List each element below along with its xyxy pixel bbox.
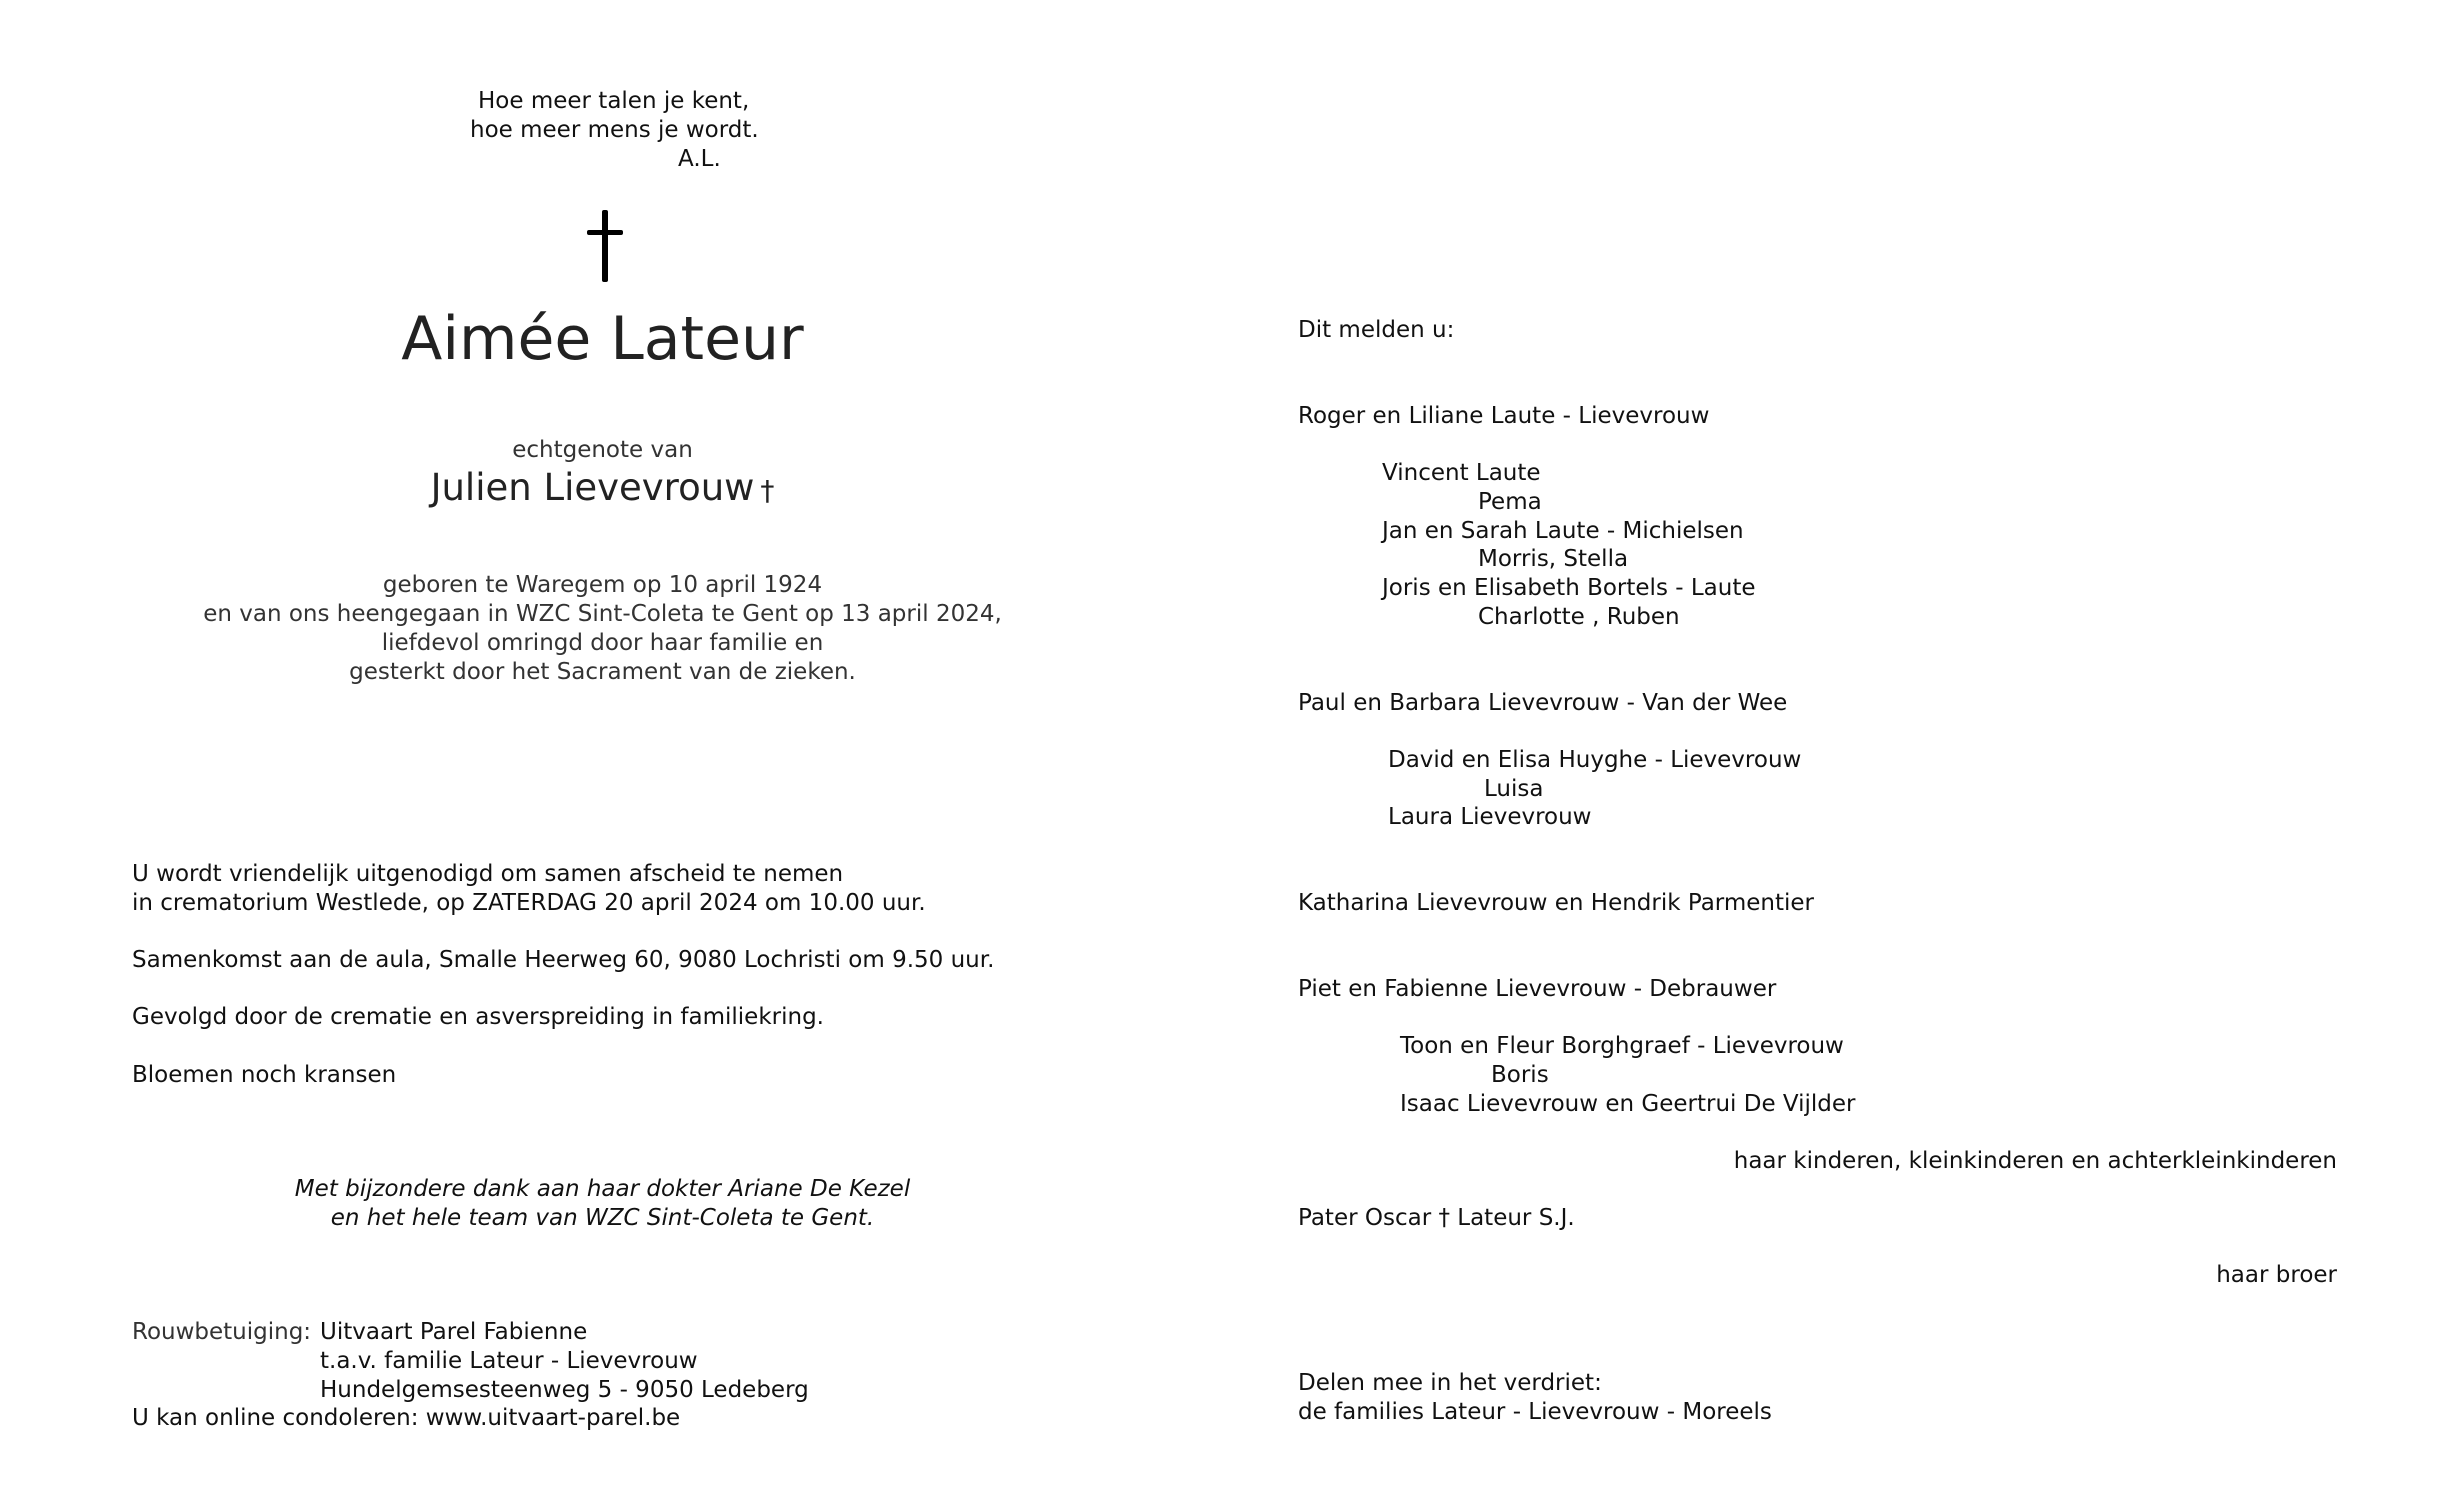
condolence-label: Rouwbetuiging: (132, 1319, 312, 1345)
birth-line: geboren te Waregem op 10 april 1924 (382, 572, 823, 598)
family-4-grandchild-1: Boris (1491, 1062, 1549, 1088)
birth-death-block (130, 571, 1075, 687)
latin-cross-icon (583, 210, 627, 284)
deceased-name: Aimée Lateur (401, 304, 804, 374)
announcement-intro: Dit melden u: (1298, 317, 1455, 343)
opening-quote (0, 87, 1100, 177)
brother-line: Pater Oscar † Lateur S.J. (1298, 1205, 1575, 1231)
sharing-line-1: Delen mee in het verdriet: (1298, 1370, 1602, 1396)
cremation-line: Gevolgd door de crematie en asverspreiding in familiekring. (132, 1004, 824, 1030)
family-2-parents: Paul en Barbara Lievevrouw - Van der Wee (1298, 690, 1788, 716)
quote-author: A.L. (678, 146, 721, 172)
condolence-block (132, 1318, 1032, 1438)
spouse-name: Julien Lievevrouw (430, 466, 755, 509)
online-condolence: U kan online condoleren: www.uitvaart-parel.be (132, 1405, 681, 1431)
thanks-line-1: Met bijzondere dank aan haar dokter Ariane De Kezel (294, 1176, 911, 1202)
family-1-child-2: Jan en Sarah Laute - Michielsen (1382, 518, 1744, 544)
relation-brother: haar broer (2216, 1262, 2337, 1288)
funeral-home-attention: t.a.v. familie Lateur - Lievevrouw (320, 1348, 698, 1374)
spouse-label: echtgenote van (512, 437, 693, 463)
spouse-name-line (130, 465, 1075, 514)
sacrament-line: gesterkt door het Sacrament van de zieken. (349, 659, 856, 685)
funeral-home-address: Hundelgemsesteenweg 5 - 9050 Ledeberg (320, 1377, 809, 1403)
family-1-parents: Roger en Liliane Laute - Lievevrouw (1298, 403, 1710, 429)
invite-line-2: in crematorium Westlede, op ZATERDAG 20 april 2024 om 10.00 uur. (132, 890, 926, 916)
family-1-child-1: Vincent Laute (1382, 460, 1541, 486)
quote-line-2: hoe meer mens je wordt. (470, 117, 759, 143)
family-4-child-1: Toon en Fleur Borghgraef - Lievevrouw (1400, 1033, 1844, 1059)
invite-line-1: U wordt vriendelijk uitgenodigd om samen afscheid te nemen (132, 861, 844, 887)
family-4-parents: Piet en Fabienne Lievevrouw - Debrauwer (1298, 976, 1777, 1002)
family-2-child-1: David en Elisa Huyghe - Lievevrouw (1388, 747, 1802, 773)
quote-line-1: Hoe meer talen je kent, (478, 88, 750, 114)
death-line: en van ons heengegaan in WZC Sint-Coleta te Gent op 13 april 2024, (203, 601, 1002, 627)
family-1-child-3: Joris en Elisabeth Bortels - Laute (1382, 575, 1756, 601)
family-1-grandchild-3: Charlotte , Ruben (1478, 604, 1680, 630)
family-4-child-2: Isaac Lievevrouw en Geertrui De Vijlder (1400, 1091, 1856, 1117)
funeral-home-name: Uitvaart Parel Fabienne (320, 1319, 588, 1345)
family-1-grandchild-2: Morris, Stella (1478, 546, 1629, 572)
thanks-block (130, 1175, 1075, 1233)
sharing-line-2: de families Lateur - Lievevrouw - Moreels (1298, 1399, 1772, 1425)
thanks-line-2: en het hele team van WZC Sint-Coleta te Gent. (330, 1205, 875, 1231)
family-2-grandchild-1: Luisa (1484, 776, 1544, 802)
relation-children: haar kinderen, kleinkinderen en achterkleinkinderen (1733, 1148, 2337, 1174)
dagger-mark: † (760, 474, 775, 507)
family-3-parents: Katharina Lievevrouw en Hendrik Parmentier (1298, 890, 1815, 916)
flowers-line: Bloemen noch kransen (132, 1062, 397, 1088)
surrounded-line: liefdevol omringd door haar familie en (381, 630, 824, 656)
gathering-line: Samenkomst aan de aula, Smalle Heerweg 60, 9080 Lochristi om 9.50 uur. (132, 947, 995, 973)
family-2-child-2: Laura Lievevrouw (1388, 804, 1592, 830)
family-1-grandchild-1: Pema (1478, 489, 1542, 515)
